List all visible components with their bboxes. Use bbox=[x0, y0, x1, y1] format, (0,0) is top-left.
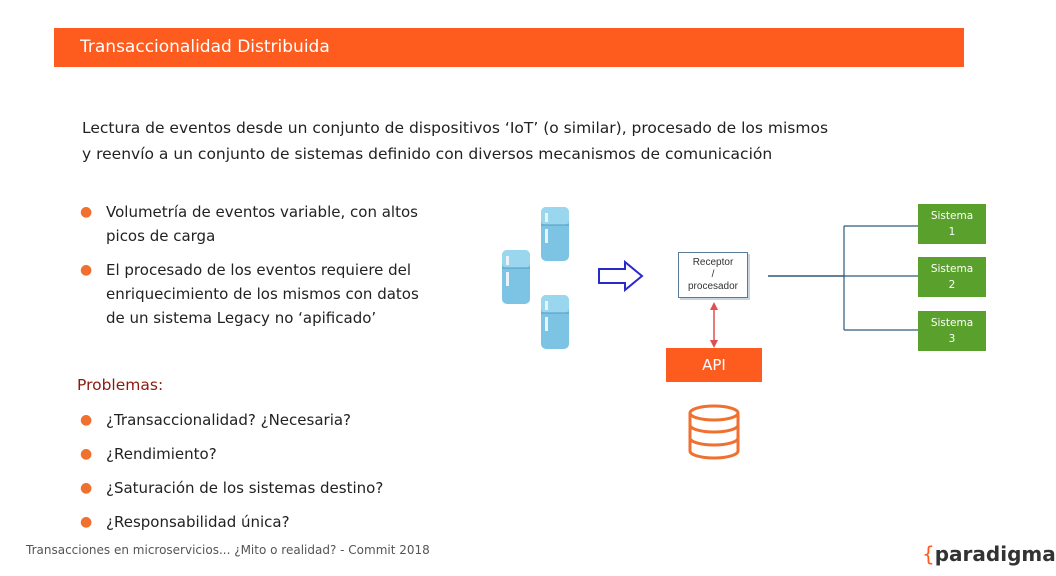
bullet-dot-icon: ● bbox=[80, 204, 93, 220]
logo-text: paradigma bbox=[934, 542, 1056, 566]
system-number: 2 bbox=[948, 279, 956, 291]
receptor-label: procesador bbox=[687, 281, 739, 292]
bidirectional-arrow-icon bbox=[710, 302, 718, 348]
bullet-dot-icon: ● bbox=[80, 446, 93, 462]
fridge-icon bbox=[541, 295, 569, 349]
fridge-icon bbox=[541, 207, 569, 261]
bullet-dot-icon: ● bbox=[80, 514, 93, 530]
bullet-dot-icon: ● bbox=[80, 480, 93, 496]
problem-text: ¿Responsabilidad única? bbox=[106, 513, 290, 531]
logo-brace: { bbox=[922, 542, 935, 566]
bullet-text: Volumetría de eventos variable, con altos picos de carga bbox=[106, 203, 418, 245]
intro-line-2: y reenvío a un conjunto de sistemas definido con diversos mecanismos de comunicación bbox=[82, 145, 773, 163]
database-icon bbox=[690, 406, 738, 458]
system-label: Sistema bbox=[930, 317, 974, 329]
bullet-dot-icon: ● bbox=[80, 412, 93, 428]
receptor-processor-box bbox=[678, 252, 748, 298]
problems-title: Problemas: bbox=[77, 376, 164, 394]
receptor-label: / bbox=[711, 269, 715, 280]
bullet-dot-icon: ● bbox=[80, 262, 93, 278]
system-label: Sistema bbox=[930, 210, 974, 222]
problem-text: ¿Rendimiento? bbox=[106, 445, 217, 463]
system-box-3 bbox=[918, 311, 986, 351]
fridge-icon bbox=[502, 250, 530, 304]
system-box-2 bbox=[918, 257, 986, 297]
problem-text: ¿Transaccionalidad? ¿Necesaria? bbox=[106, 411, 352, 429]
system-number: 3 bbox=[948, 333, 956, 345]
system-label: Sistema bbox=[930, 263, 974, 275]
intro-line-1: Lectura de eventos desde un conjunto de dispositivos ‘IoT’ (o similar), procesado de los mismos bbox=[82, 119, 829, 137]
page-title: Transaccionalidad Distribuida bbox=[80, 37, 330, 57]
receptor-label: Receptor bbox=[692, 257, 734, 268]
api-box: API bbox=[666, 348, 762, 382]
system-box-1 bbox=[918, 204, 986, 244]
paradigma-logo bbox=[922, 542, 1056, 566]
problem-text: ¿Saturación de los sistemas destino? bbox=[106, 479, 384, 497]
bullet-text: El procesado de los eventos requiere del enriquecimiento de los mismos con datos de un sistema Legacy no ‘apificado’ bbox=[106, 261, 419, 327]
footer-text: Transacciones en microservicios... ¿Mito o realidad? - Commit 2018 bbox=[26, 543, 430, 557]
flow-arrow-icon bbox=[599, 262, 642, 290]
system-number: 1 bbox=[948, 226, 956, 238]
